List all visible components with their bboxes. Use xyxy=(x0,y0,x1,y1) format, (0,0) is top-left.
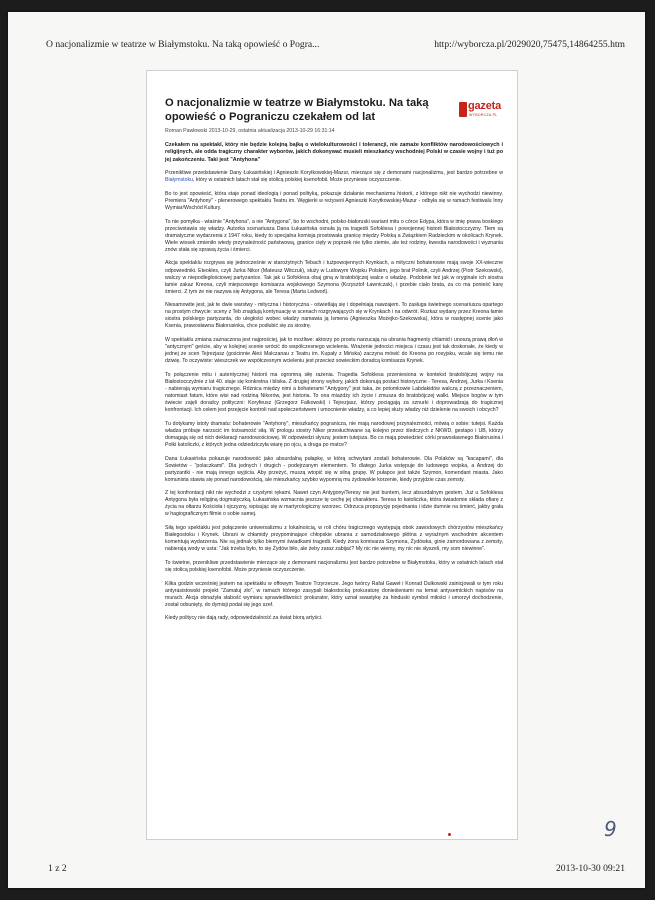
article-paragraph: W spektaklu zmiana zaznaczona jest najprościej, jak to możliwe: aktorzy po prostu narzucają na ubrania fragmenty chlamid i unoszą prawą dłoń w "antycznym" geście, aby w kolejnej scenie wrócić do współczesnego wcielenia. Wrażenie jedności miejsca i czasu jest tak doskonałe, że kiedy w jednej ze scen Tejrezjasz (gościnnie Aleś Malczanau z Teatru im. Kupały z Mińska) zaczyna mówić do Kreona po rosyjsku, wcale się temu nie dziwię. To oczywiste: wieszczek we współczesnym wcieleniu jest przecież sowieckim doradcą komisarza Krynek. xyxy=(165,337,503,365)
article-paragraph: Akcja spektaklu rozgrywa się jednocześnie w starożytnych Tebach i tużpowojennych Krynkach, a mityczni bohaterowie mają swoje XX-wieczne odpowiedniki. Eteokles, czyli Jurka Nikor (Mateusz Witczuk), służy w Ludowym Wojsku Polskim, jego brat Polinik, czyli Andrzej (Piotr Szekowski), walczy w niepodległościowej partyzantce. Tak jak u Sofoklesa obaj giną w bratobójczej walce o władzę. Podobnie też jak w oryginale ich siostra łamie zakaz Kreona, czyli miejscowego komisarza wojskowego Szymona (Krzysztof Ławniczak), i grzebie ciało brata, za co ma ponieść karę śmierci. Z tym że nie nazywa się Antygona, ale Teresa (Marta Ledwoń). xyxy=(165,260,503,295)
article-lead: Czekałem na spektakl, który nie będzie kolejną bajką o wielokulturowości i tolerancji, nie zamaże konfliktów narodowościowych i religijnych, ale odda tragiczny charakter wyborów, jakich dokonywać musieli mieszkańcy wschodniej Polski w czasie wojny i tuż po jej zakończeniu. Taki jest "Antyhona" xyxy=(165,142,503,163)
article-paragraph: Tu dotykamy istoty dramatu: bohaterowie "Antyhony", mieszkańcy pogranicza, nie mają narodowej przynależności, mówią o sobie: tutejsi. Każda władza próbuje narzucić im tożsamość siłą. W prologu siostry Nikor przesłuchiwane są kolejno przez śledczych z NKWD, gestapo i UB, którzy domagają się od nich deklaracji narodowościowej. W odpowiedzi słyszą: jestem tutejsza. Bo co mają powiedzieć córki prawosławnego Białorusina i Polki katoliczki, z których jedna odziedziczyła wiarę po ojcu, a druga po matce? xyxy=(165,420,503,448)
article-paragraph: To świetne, przenikliwe przedstawienie mierzące się z demonami nacjonalizmu jest bardzo potrzebne w Białymstoku, który w ostatnich latach stał się stolicą polskiej ksenofobii. Może przyniesie oczyszczenie. xyxy=(165,559,503,573)
article-paragraph: Siłą tego spektaklu jest połączenie uniwersalizmu z lokalnością, w roli chóru tragicznego występują obok zawodowych chórzystów mieszkańcy Białegostoku i Krynek. Ubrani w chłamidy przypominające chłopskie ubrania z samodziałowego płótna z wyraźnym wschodnim akcentem komentują wydarzenia. Nie są jednak tylko biernymi świadkami tragedii. Kiedy żona komisarza Szymona, Żydówka, ginie zamordowana z zemsty, nabierają wody w usta: "Jak trzeba było, to się Żydów biło, ale żeby zaraz zabijać? My nic nie wiemy, my nic nie słyszeli, my som niewinne". xyxy=(165,525,503,553)
print-header-url[interactable]: http://wyborcza.pl/2029020,75475,14864255.htm xyxy=(434,39,625,50)
article-paragraph xyxy=(165,170,503,184)
gazeta-logo-icon xyxy=(459,102,467,117)
red-dot-mark xyxy=(448,833,451,836)
paragraph-text: , który w ostatnich latach stał się stolicą polskiej ksenofobii. Może przyniesie oczyszczenie. xyxy=(192,177,402,184)
print-footer-page: 1 z 2 xyxy=(48,863,67,874)
article-paragraph: Bo to jest opowieść, która staje ponad ideologią i ponad polityką, pokazuje działanie mechanizmu historii, z którego nikt nie wychodzi niewinny. Premiera "Antyhony" - plenerowego spektaklu Teatru im. Węgierki w reżyserii Agnieszki Korytkowskiej-Mazur - odbyła się w ramach festiwalu Inny Wymiar/Wschód Kultury. xyxy=(165,190,503,211)
paragraph-text: Przenikliwe przedstawienie Dany Łukasińskiej i Agnieszki Korytkowskiej-Mazur, mierzące się z demonami nacjonalizmu, jest bardzo potrzebne w xyxy=(165,170,503,177)
gazeta-logo-text: gazeta xyxy=(468,100,502,112)
article-paragraph: Dana Łukasińska pokazuje narodowość jako absurdalną pułapkę, w którą schwytani zostali bohaterowie. Dla Polaków są "kacapami", dla Sowietów - "polaczkami". Dla jednych i drugich - podejrzanym elementem. To dlatego Jurka wstępuje do ludowego wojska, a Andrzej do partyzantki - nie mają innego wyjścia. Aby przeżyć, muszą wtopić się w silną grupę. W pułapce jest także Szymon, komendant miasta. Jako komunista stawia się ponad narodowością, ale mieszkańcy szybko wypomną mu żydowskie korzenie, kiedy przyjdzie czas zemsty. xyxy=(165,455,503,483)
article-container xyxy=(146,70,518,840)
article-byline: Roman Pawłowski 2013-10-29, ostatnia aktualizacja 2013-10-29 16:31:14 xyxy=(165,128,335,134)
print-header-title: O nacjonalizmie w teatrze w Białymstoku. Na taką opowieść o Pogra... xyxy=(46,39,320,50)
gazeta-logo-sub: WYBORCZA.PL xyxy=(469,113,498,117)
article-title: O nacjonalizmie w teatrze w Białymstoku. Na taką opowieść o Pograniczu czekałem od lat xyxy=(165,97,429,123)
article-paragraph: Niesamowite jest, jak te dwie warstwy - mityczna i historyczna - oświetlają się i dopełniają nawzajem. To zasługa świetnego scenariusza opartego na prostym chwycie: sceny z Teb znajdują kontynuację w scenach rozgrywających się w Krynkach i na odwrót. Rozkaz wydany przez Kreona łamie siostra polskiego partyzanta, do uległości wobec władzy namawia ją Ismena (Agnieszka Możejko-Szekowska), która w następnej scenie jako Ksenia, prawosławna Białorusinka, chce pośłubić się za siostrę. xyxy=(165,302,503,330)
article-paragraph: Z tej konfrontacji nikt nie wychodzi z czystymi rękami. Nawet czyn Antygony/Teresy nie jest buntem, lecz absurdalnym gestem. Już u Sofoklesa Antygona była religijną dogmatyczką, Łukasińska wzmacnia jeszcze tę cechę jej charakteru. Teresa to katoliczka, która świadomie składa ofiarę z życia na ołtarzu Kościoła i ojczyzny, wpisując się w martyrologiczny wzorzec. Odrzuca propozycję pojednania i idzie dumnie na śmierć, jakby grała w hagiograficznym filmie o sobie samej. xyxy=(165,490,503,518)
article-paragraph: Kilka godzin wcześniej jestem na spektaklu w offowym Teatrze Trzyrzecze. Jego twórcy Rafał Gaweł i Konrad Dulkowski zainicjowali w tym roku antyrasistowski projekt "Zamaluj zło", w ramach którego zasypali białostocką prokuraturę donieśieniami na temat antysemickich napisów na murach. Akcja obnażyła słabość wymiaru sprawiedliwości: prokurator, który uznał swastykę za hinduski symbol miłości i umorzył dochodzenie, został odsunięty, do dymisji podał się jego szef. xyxy=(165,580,503,608)
article-head xyxy=(165,97,503,124)
gazeta-logo[interactable] xyxy=(459,101,503,121)
print-footer-datetime: 2013-10-30 09:21 xyxy=(555,863,625,874)
article-paragraph: To połączenie mitu i autentycznej historii ma ogromną siłę rażenia. Tragedia Sofoklesa przeniesiona w kontekst bratobójczej wojny na Białostocczyźnie z lat 40. staje się konkretna i bliska. Z drugiej strony wybory, jakich dokonują postaci historyczne - Teresa, Andrzej, Jurka i Ksenia - nabierają wymiaru tragicznego. Różnica między nimi a bohaterami "Antygony" jest taka, że potomkowie Labdakidów walczą z przeznaczeniem, natomiast fatum, które wisi nad rodziną Nikorów, jest historia. To ona miażdży ich życie i zmusza do bratobójczej walki. Miejsce bogów w tym świecie zajęli doradcy polityczni: Koryfeusz (Grzegorz Falkowski) i Tejrezjasz, którzy pociągają za sznurki i doprowadzają do tragicznej konfrontacji. Ich celem jest przejęcie kontroli nad społeczeństwem i umocnienie władzy, a co lepiej służy władzy niż dzielenie na swoich i obcych? xyxy=(165,371,503,414)
article-paragraph: Kiedy politycy nie dają rady, odpowiedzialność za świat biorą artyści. xyxy=(165,615,323,622)
printed-page xyxy=(8,12,645,888)
handwritten-page-number: 9 xyxy=(604,817,617,841)
article-paragraph: To nie pomyłka - właśnie "Antyhona", a nie "Antygona", bo to wschodni, polsko-białoruski wariant mitu o córce Edypa, która w imię prawa boskiego przeciwstawia się władzy. Autorka scenariusza Dana Łukasińska osnuła ją na tragedii Sofoklesa i powojennej historii Białostocczyzny. Tłem są dramatyczne wydarzenia z 1947 roku, kiedy to specjalna komisja prostowała granicę między Polską a Związkiem Radzieckim w okolicach Krynek. Wiele wiosek zmieniło wtedy przynależność państwową, granice cięły w poprzek nie tylko ziemie, ale też rodziny, kwestia narodowości i wyznania znów stała się sprawą życia i śmierci. xyxy=(165,218,503,253)
bialystok-link[interactable]: Białymstoku xyxy=(165,177,193,184)
